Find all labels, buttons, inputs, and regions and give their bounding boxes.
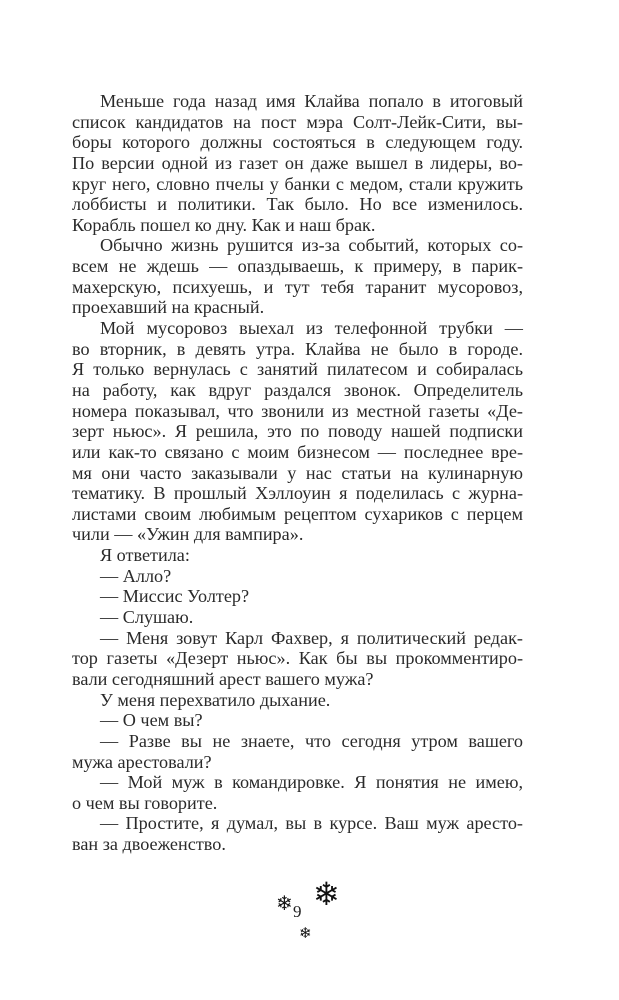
paragraph <box>72 545 523 566</box>
text-line: У меня перехватило дыхание. <box>100 689 331 710</box>
text-line: или как-то связано с моим бизнесом — последнее вре- <box>72 441 523 462</box>
text-line: тор газеты «Дезерт ньюс». Как бы вы прокомментиро- <box>72 648 523 669</box>
page-number: 9 <box>293 902 302 921</box>
text-line: — Миссис Уолтер? <box>100 586 250 607</box>
text-line: чили — «Ужин для вампира». <box>72 524 304 545</box>
text-line: Меньше года назад имя Клайва попало в итоговый <box>100 91 523 111</box>
page-footer <box>0 876 619 960</box>
text-line: лоббисты и политики. Так было. Но все изменилось. <box>72 194 523 215</box>
text-line: — Алло? <box>100 565 172 586</box>
text-line: всем не ждешь — опаздываешь, к примеру, в парик- <box>72 256 523 277</box>
snowflake-icon: ❄ <box>299 926 312 942</box>
text-line: Обычно жизнь рушится из-за событий, которых со- <box>100 235 523 256</box>
text-line: — Простите, я думал, вы в курсе. Ваш муж аресто- <box>100 813 523 834</box>
text-line: махерскую, психуешь, и тут тебя таранит мусоровоз, <box>72 276 523 297</box>
text-line: боры которого должны состояться в следующем году. <box>72 132 523 153</box>
text-line: — Мой муж в командировке. Я понятия не имею, <box>100 772 523 793</box>
paragraph <box>72 586 523 607</box>
text-line: — Слушаю. <box>100 607 194 628</box>
text-line: По версии одной из газет он даже вышел в лидеры, во- <box>72 152 523 173</box>
text-line: мужа арестовали? <box>72 751 212 772</box>
paragraph <box>72 731 523 772</box>
text-line: мя они часто заказывали у нас статьи на кулинарную <box>72 462 523 483</box>
paragraph <box>72 566 523 587</box>
text-line: круг него, словно пчелы у банки с медом, стали кружить <box>72 173 523 194</box>
text-line: Корабль пошел ко дну. Как и наш брак. <box>72 214 376 235</box>
paragraph <box>72 710 523 731</box>
text-line: Я только вернулась с занятий пилатесом и собиралась <box>72 359 523 380</box>
text-line: — О чем вы? <box>100 710 203 731</box>
text-line: — Разве вы не знаете, что сегодня утром вашего <box>100 730 523 751</box>
text-line: — Меня зовут Карл Фахвер, я политический редак- <box>100 627 523 648</box>
snowflake-icon: ❄ <box>276 893 293 915</box>
text-line: тематику. В прошлый Хэллоуин я поделилась с журна- <box>72 483 523 504</box>
paragraph <box>72 772 523 813</box>
text-line: номера показывал, что звонили из местной газеты «Де- <box>72 400 523 421</box>
text-line: на работу, как вдруг раздался звонок. Определитель <box>72 379 523 400</box>
text-line: проехавший на красный. <box>72 297 265 318</box>
paragraph <box>72 235 523 318</box>
text-line: список кандидатов на пост мэра Солт-Лейк-Сити, вы- <box>72 111 523 132</box>
paragraph <box>72 628 523 690</box>
text-line: листами своим любимым рецептом сухариков с перцем <box>72 503 523 524</box>
text-line: о чем вы говорите. <box>72 792 218 813</box>
text-line: Мой мусоровоз выехал из телефонной трубки — <box>100 318 523 339</box>
text-line: во вторник, в девять утра. Клайва не было в городе. <box>72 338 523 359</box>
paragraph <box>72 607 523 628</box>
book-text <box>72 91 523 855</box>
text-line: ван за двоеженство. <box>72 834 226 855</box>
paragraph <box>72 91 523 235</box>
paragraph <box>72 318 523 545</box>
snowflake-icon: ❄ <box>313 876 340 912</box>
text-line: зерт ньюс». Я решила, это по поводу нашей подписки <box>72 421 523 442</box>
paragraph <box>72 690 523 711</box>
text-line: вали сегодняшний арест вашего мужа? <box>72 668 374 689</box>
text-line: Я ответила: <box>100 545 190 566</box>
paragraph <box>72 813 523 854</box>
